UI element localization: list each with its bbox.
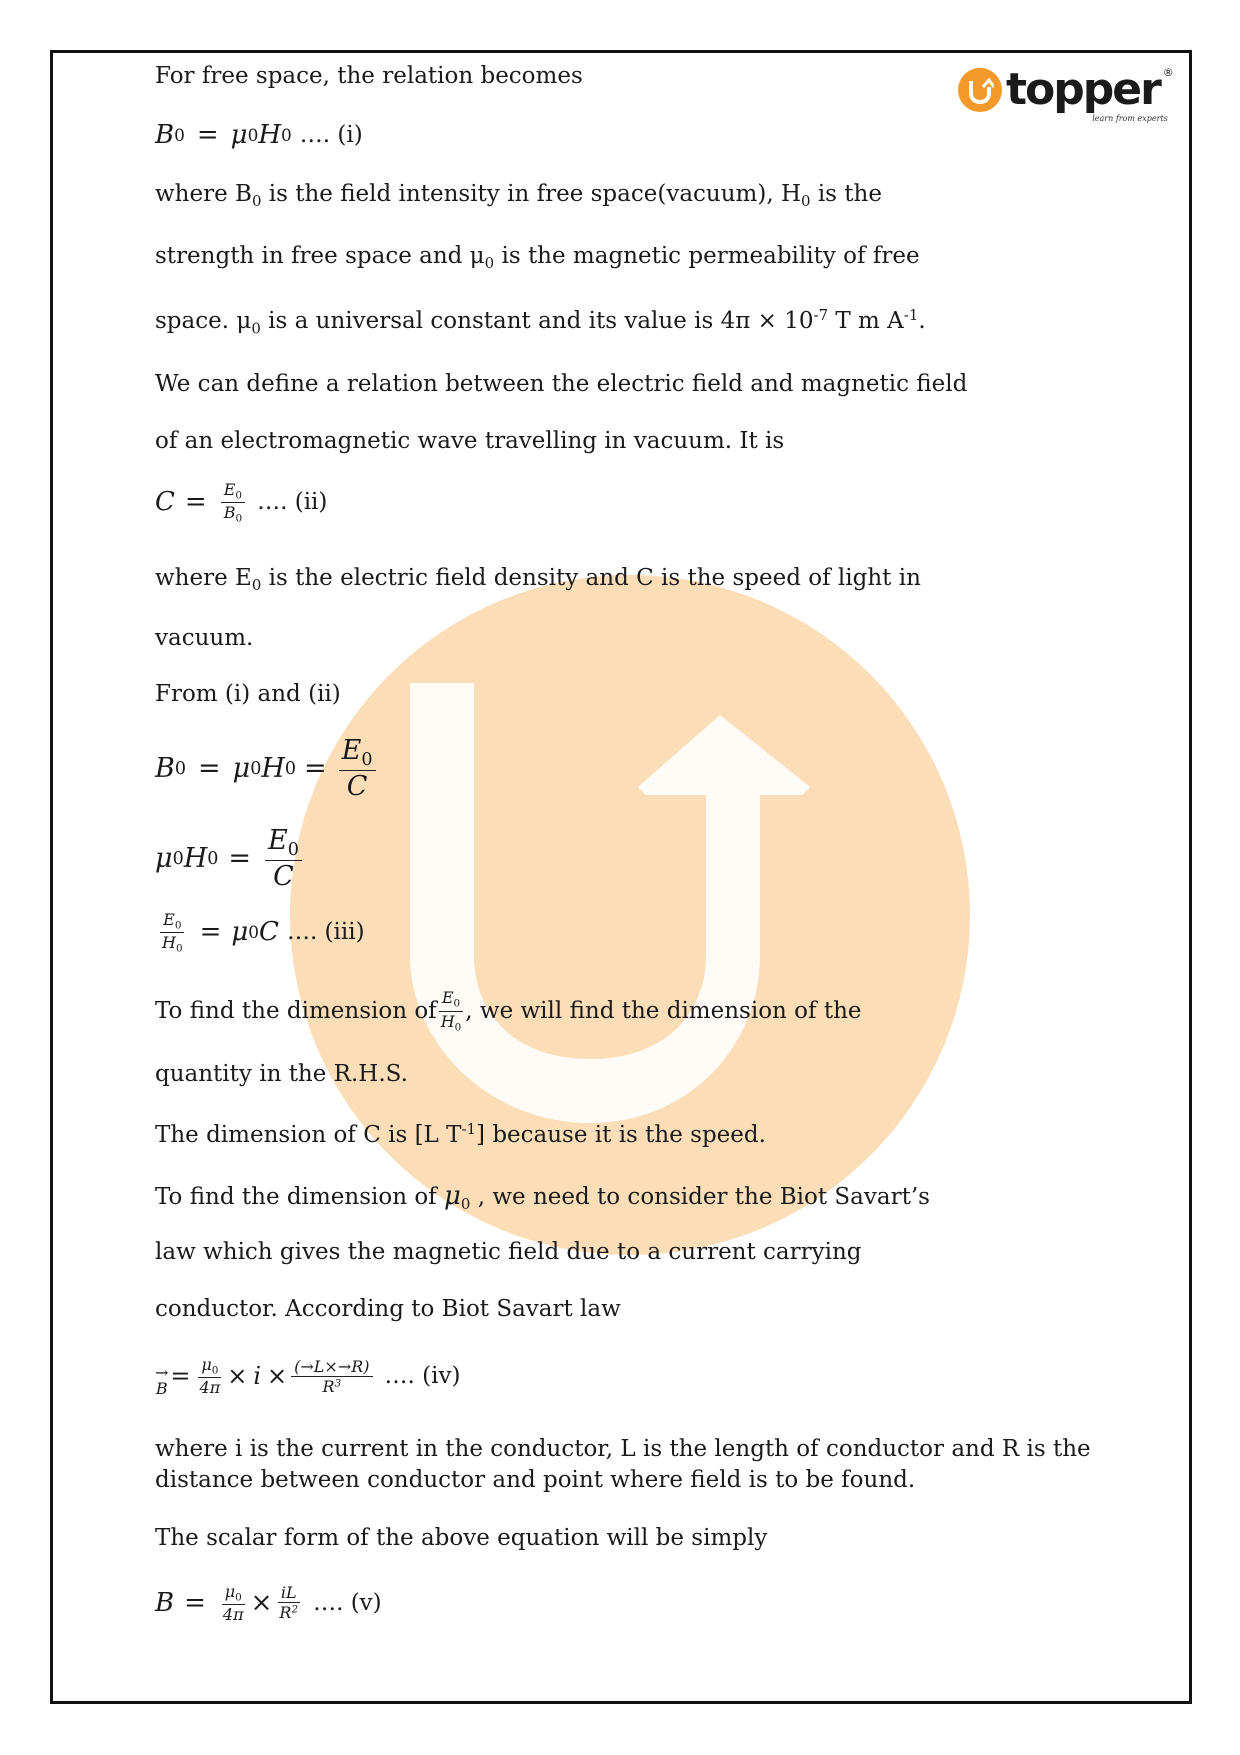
text-line-5: We can define a relation between the electric field and magnetic field (155, 371, 968, 397)
text-line-1: For free space, the relation becomes (155, 63, 583, 89)
text-line-9: From (i) and (ii) (155, 681, 341, 707)
text-line-13: To find the dimension of $\mu_0$ , we need to consider the Biot Savart’s (155, 1181, 930, 1214)
logo-registered-mark: ® (1162, 66, 1174, 79)
text-line-14: law which gives the magnetic field due to a current carrying (155, 1239, 862, 1265)
equation-tag-i: …. (i) (299, 122, 363, 148)
logo-tagline: learn from experts (1092, 114, 1168, 123)
logo-u-icon (958, 68, 1002, 112)
brand-logo (958, 64, 1174, 123)
text-line-7: where $E_0$ is the electric field density and C is the speed of light in (155, 565, 921, 595)
equation-mu0h0: μ 0 H 0 = $\frac{E_0}{C}$ (155, 825, 306, 892)
equation-tag-iii: …. (iii) (286, 919, 365, 946)
equation-iv: → B = $\frac{\mu_0}{4\pi}$ × i × $\frac{(\to L\times\to R)}{R^3}$ …. (iv) (155, 1355, 461, 1398)
text-line-16: where i is the current in the conductor, L is the length of conductor and R is the (155, 1436, 1091, 1462)
text-line-18: The scalar form of the above equation will be simply (155, 1525, 768, 1551)
equation-tag-v: …. (v) (313, 1589, 382, 1616)
text-line-11: quantity in the R.H.S. (155, 1061, 408, 1087)
text-line-3: strength in free space and $\mu_0$ is the magnetic permeability of free (155, 243, 920, 273)
logo-wordmark: topper (1006, 64, 1160, 115)
equation-tag-iv: …. (iv) (384, 1363, 461, 1389)
text-line-12: The dimension of C is [L $T^{-1}$] because it is the speed. (155, 1120, 766, 1149)
watermark-circle (290, 575, 970, 1255)
equation-ii: C = $\frac{E_0}{B_0}$ …. (ii) (155, 480, 328, 525)
text-line-2: where $B_0$ is the field intensity in free space(vacuum), $H_0$ is the (155, 181, 882, 211)
equation-iii: $\frac{E_0}{H_0}$ = μ 0 C …. (iii) (162, 910, 365, 955)
text-line-10: To find the dimension of $\frac{E_0}{H_0}$ , we will find the dimension of the (155, 988, 862, 1034)
equation-tag-ii: …. (ii) (257, 489, 328, 516)
text-line-15: conductor. According to Biot Savart law (155, 1296, 621, 1322)
equation-v: B = $\frac{\mu_0}{4\pi}$ × $\frac{iL}{R^2}$ …. (v) (155, 1582, 382, 1624)
text-line-8: vacuum. (155, 625, 254, 651)
watermark-logo (290, 575, 970, 1255)
text-line-17: distance between conductor and point where field is to be found. (155, 1467, 916, 1493)
equation-i: B 0 = μ 0 H 0 …. (i) (155, 120, 363, 150)
text-line-6: of an electromagnetic wave travelling in vacuum. It is (155, 428, 785, 454)
equation-b0-relation: B 0 = μ 0 H 0 = $\frac{E_0}{C}$ (155, 735, 380, 802)
text-line-4: space. $\mu_0$ is a universal constant and its value is $4\pi \times 10^{-7}$ T m $A^{-1}$. (155, 306, 926, 338)
